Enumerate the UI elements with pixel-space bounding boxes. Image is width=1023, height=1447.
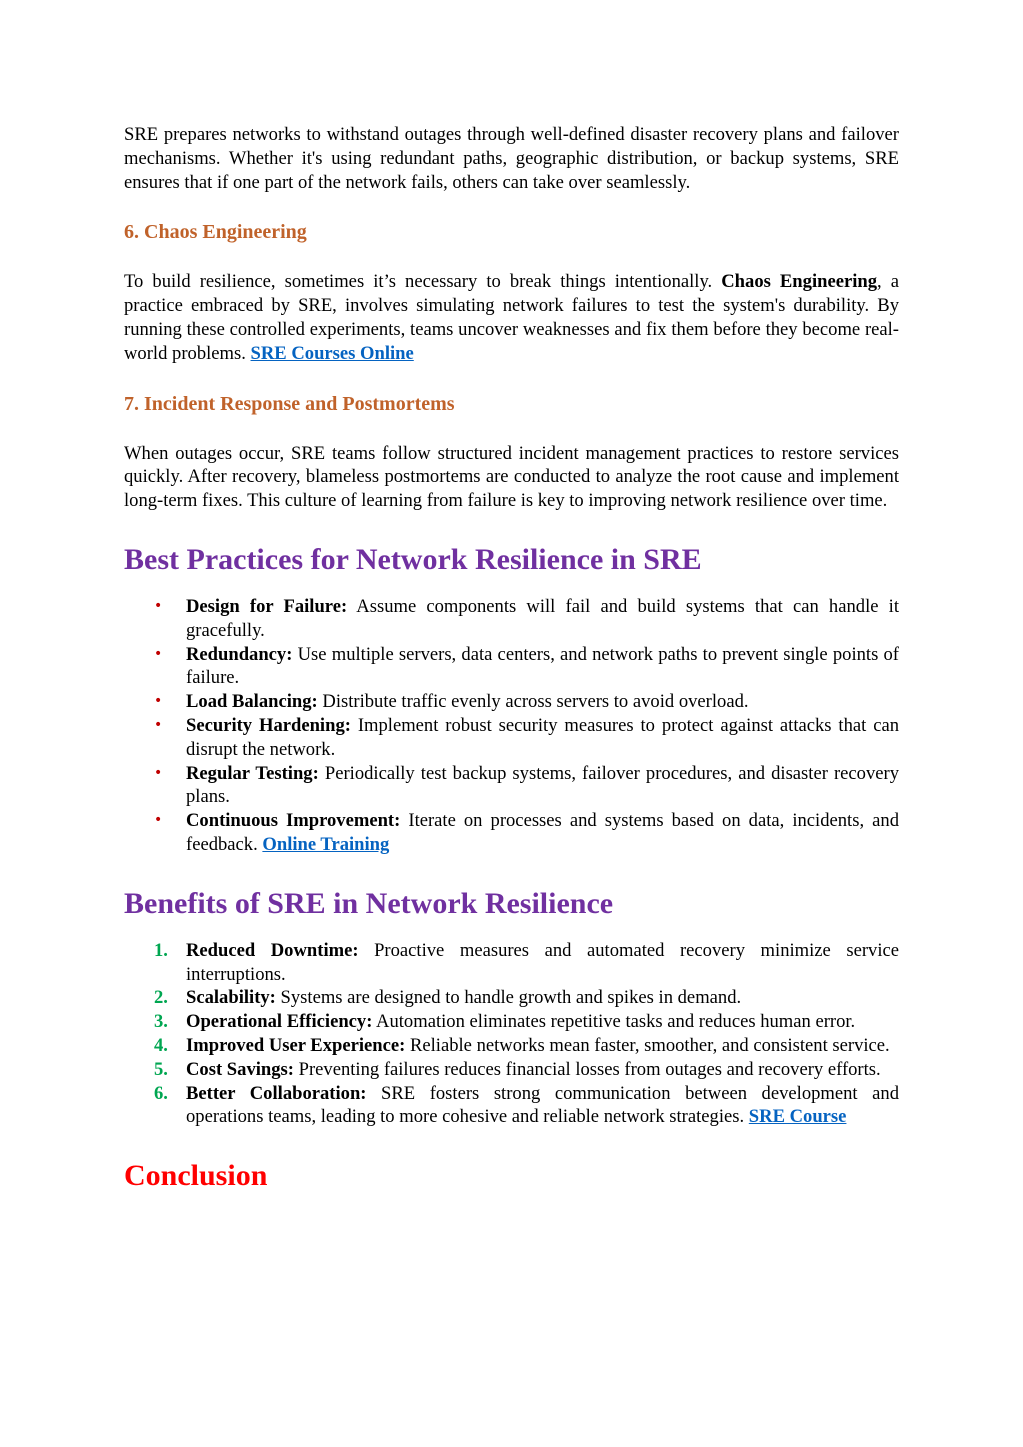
list-item-text: Use multiple servers, data centers, and network paths to prevent single points of failure.: [186, 643, 899, 689]
list-item-text: Proactive measures and automated recovery minimize service interruptions.: [186, 939, 899, 985]
list-number: 5.: [154, 1058, 168, 1080]
list-item: [124, 1058, 899, 1082]
list-item-text: Preventing failures reduces financial losses from outages and recovery efforts.: [293, 1058, 881, 1080]
list-item: [124, 595, 899, 643]
chaos-bold-term: Chaos Engineering: [721, 271, 878, 293]
benefits-heading: Benefits of SRE in Network Resilience: [124, 886, 614, 920]
incident-response-heading: 7. Incident Response and Postmortems: [124, 392, 455, 415]
list-item-text: Assume components will fail and build systems that can handle it gracefully.: [186, 595, 899, 641]
list-item-term: Load Balancing:: [186, 691, 318, 713]
chaos-engineering-paragraph: [124, 270, 899, 365]
list-item-term: Improved User Experience:: [186, 1034, 406, 1056]
list-item-term: Reduced Downtime:: [186, 939, 359, 961]
list-item: [124, 1010, 899, 1034]
list-item-term: Design for Failure:: [186, 595, 348, 617]
list-number: 6.: [154, 1082, 168, 1104]
online-training-link[interactable]: Online Training: [262, 833, 390, 855]
list-number: 1.: [154, 939, 168, 961]
bullet-icon: •: [154, 645, 163, 662]
intro-paragraph: SRE prepares networks to withstand outages through well-defined disaster recovery plans and failover mechanisms. Whether it's using redundant paths, geographic distribution, or backup systems, SRE ensures that if one part of the network fails, others can take over seamlessly.: [124, 124, 899, 193]
list-item-text: Automation eliminates repetitive tasks and reduces human error.: [372, 1011, 856, 1033]
list-item-text: SRE fosters strong communication between development and operations teams, leading to more cohesive and reliable network strategies.: [186, 1082, 899, 1128]
list-number: 4.: [154, 1034, 168, 1056]
chaos-engineering-heading: 6. Chaos Engineering: [124, 221, 307, 244]
list-item-term: Scalability:: [186, 987, 276, 1009]
list-item: [124, 939, 899, 987]
bullet-icon: •: [154, 812, 163, 829]
list-item-term: Redundancy:: [186, 643, 293, 665]
list-item-term: Security Hardening:: [186, 714, 351, 736]
list-item: [124, 986, 899, 1010]
list-item-term: Regular Testing:: [186, 762, 319, 784]
list-item-term: Better Collaboration:: [186, 1082, 367, 1104]
list-item-text: Reliable networks mean faster, smoother, and consistent service.: [405, 1034, 890, 1056]
bullet-icon: •: [154, 597, 163, 614]
list-item-text: Systems are designed to handle growth and spikes in demand.: [275, 987, 742, 1009]
list-item: [124, 809, 899, 857]
benefits-list: [124, 939, 899, 1129]
list-item: [124, 1082, 899, 1130]
incident-response-paragraph: When outages occur, SRE teams follow structured incident management practices to restore services quickly. After recovery, blameless postmortems are conducted to analyze the root cause and implement long-term fixes. This culture of learning from failure is key to improving network resilience over time.: [124, 442, 899, 512]
list-item: [124, 1034, 899, 1058]
list-number: 3.: [154, 1011, 168, 1033]
best-practices-heading: Best Practices for Network Resilience in SRE: [124, 542, 702, 576]
list-item: [124, 690, 899, 714]
conclusion-heading: Conclusion: [124, 1159, 268, 1193]
bullet-icon: •: [154, 764, 163, 781]
list-item-term: Cost Savings:: [186, 1058, 294, 1080]
best-practices-list: [124, 595, 899, 857]
list-item: [124, 714, 899, 762]
sre-course-link[interactable]: SRE Course: [748, 1106, 847, 1128]
chaos-text-after: , a practice embraced by SRE, involves simulating network failures to test the system's durability. By running these controlled experiments, teams uncover weaknesses and fix them before they become real-world problems.: [124, 271, 899, 364]
bullet-icon: •: [154, 716, 163, 733]
document-page: [124, 123, 899, 1194]
list-item-text: Implement robust security measures to protect against attacks that can disrupt the network.: [186, 714, 899, 760]
chaos-text-before: To build resilience, sometimes it’s necessary to break things intentionally.: [124, 271, 722, 293]
list-item: [124, 762, 899, 810]
list-item-text: Periodically test backup systems, failover procedures, and disaster recovery plans.: [186, 762, 900, 808]
bullet-icon: •: [154, 693, 163, 710]
list-number: 2.: [154, 987, 168, 1009]
list-item: [124, 643, 899, 691]
list-item-text: Iterate on processes and systems based on data, incidents, and feedback.: [186, 810, 899, 855]
list-item-term: Continuous Improvement:: [186, 810, 401, 832]
list-item-text: Distribute traffic evenly across servers to avoid overload.: [317, 691, 749, 713]
list-item-term: Operational Efficiency:: [186, 1011, 373, 1033]
sre-courses-online-link[interactable]: SRE Courses Online: [250, 342, 414, 364]
